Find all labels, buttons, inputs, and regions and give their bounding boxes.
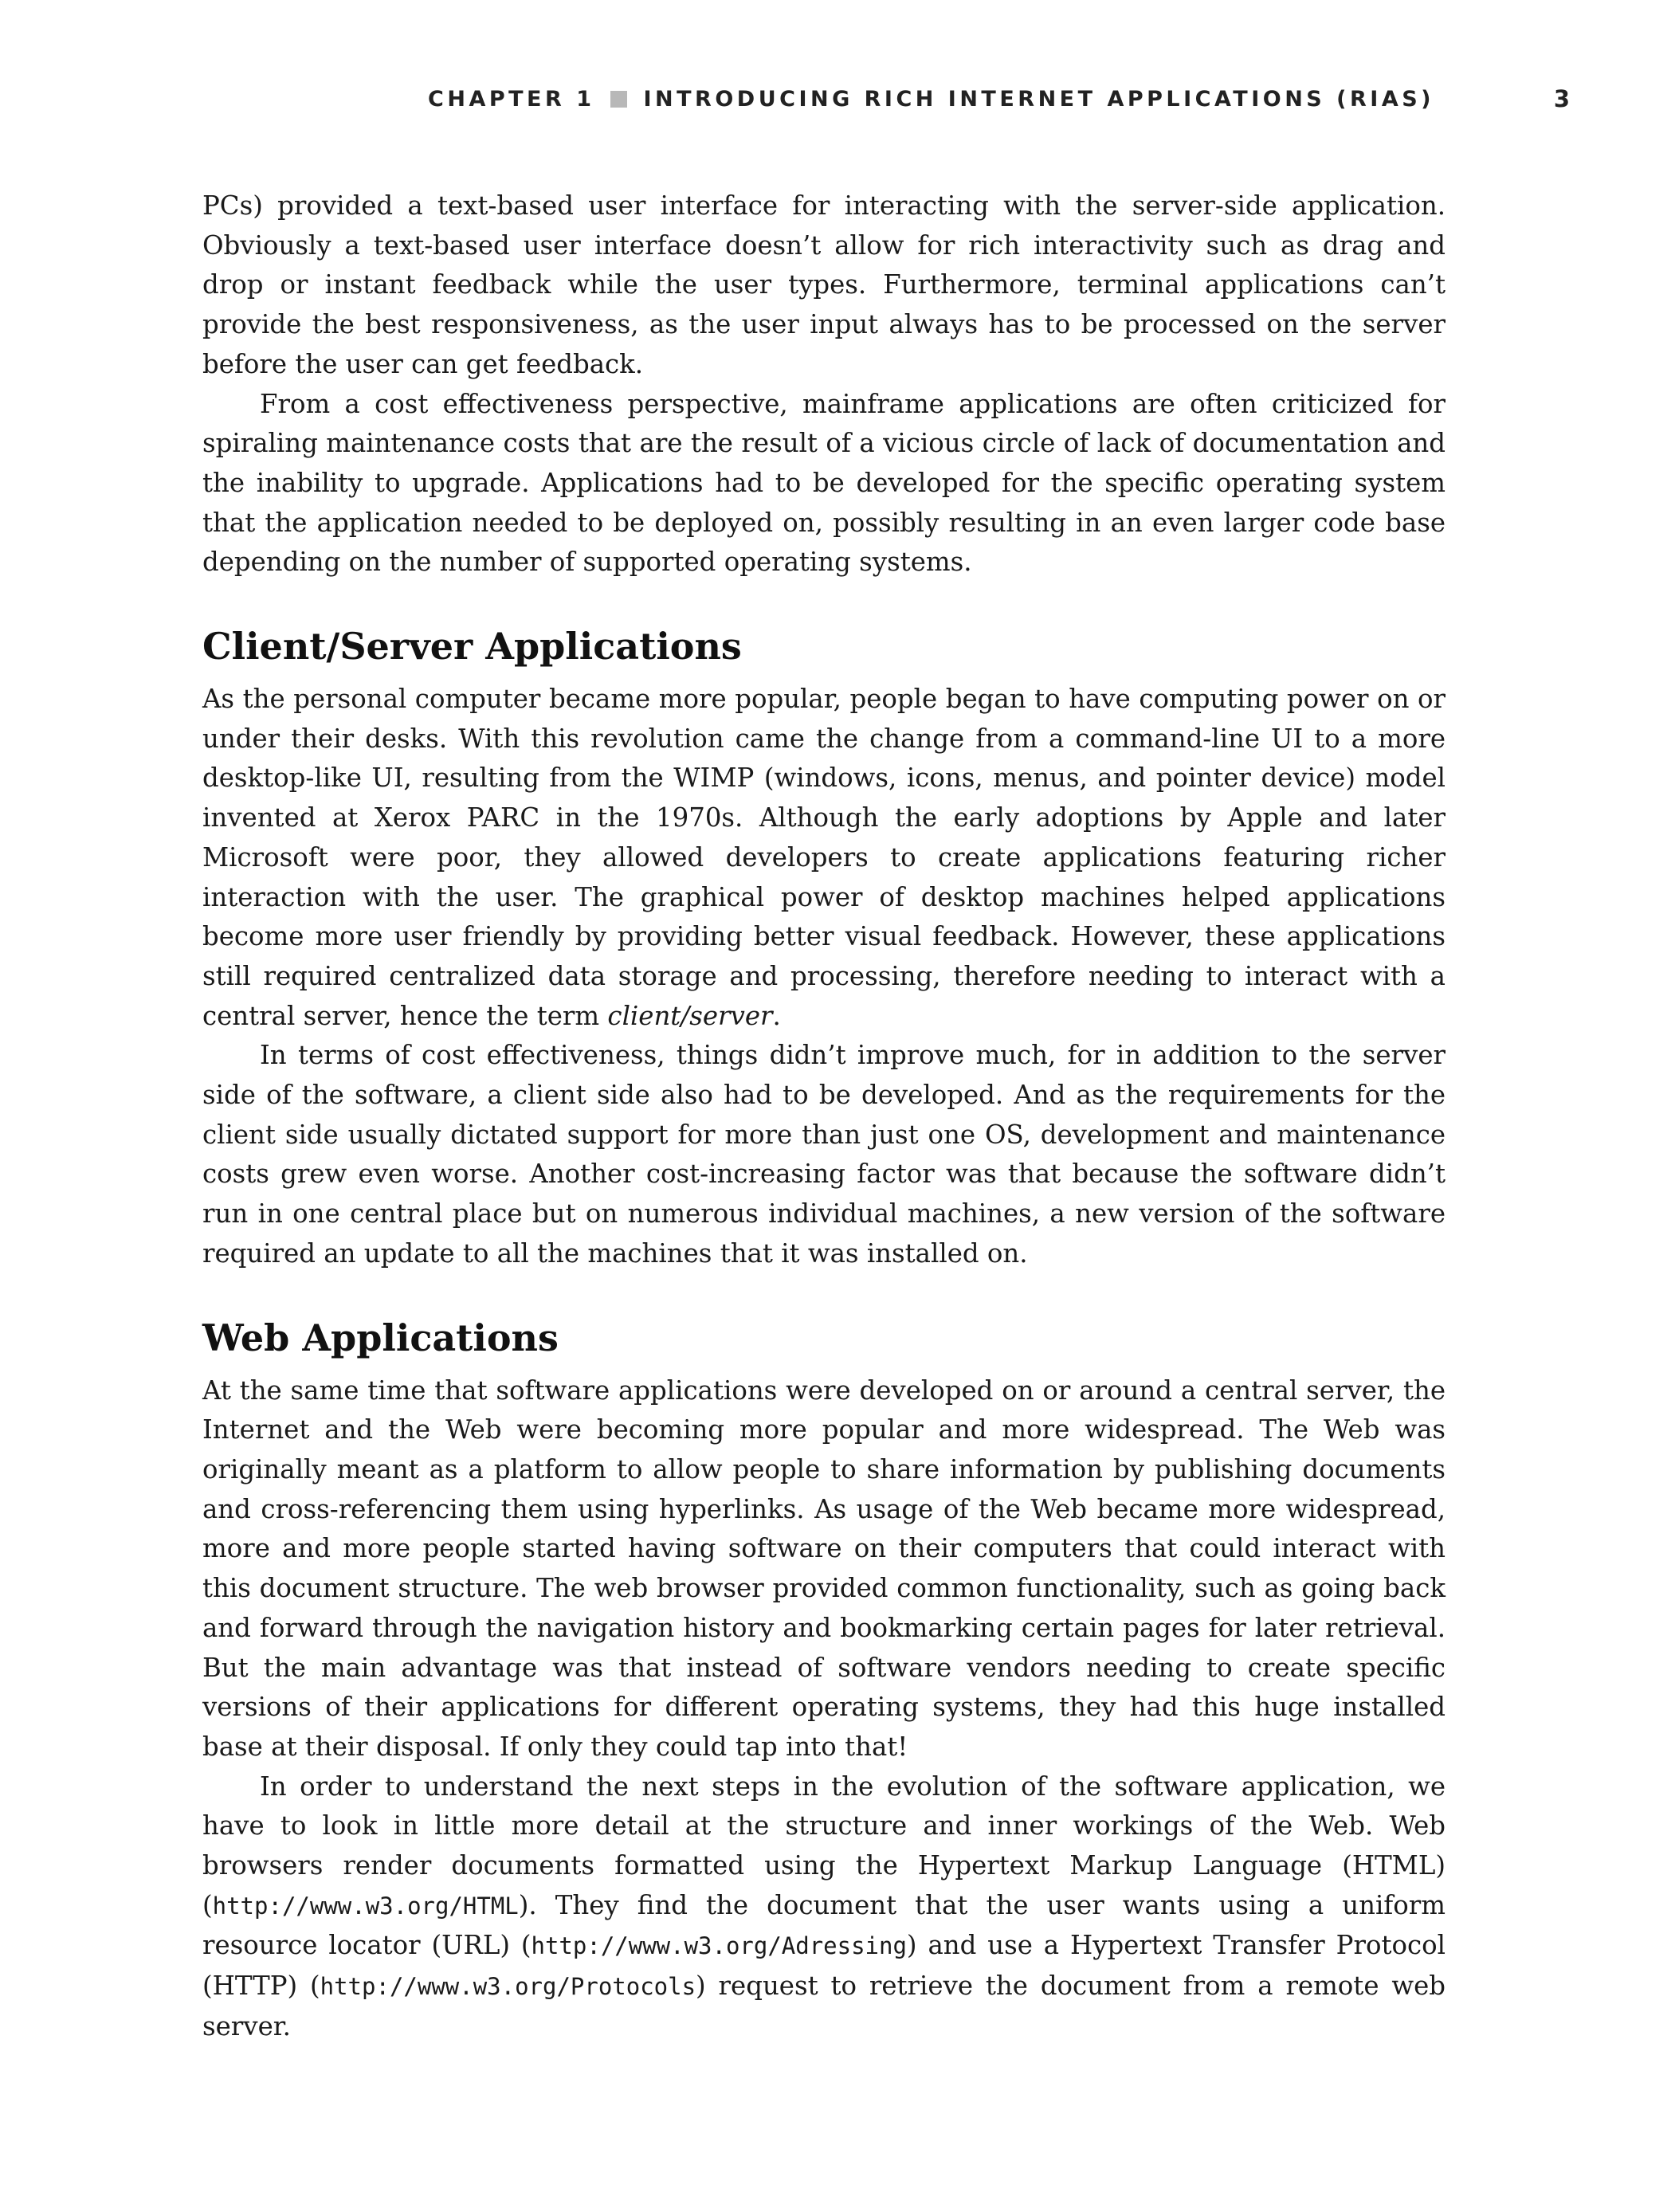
web-apps-paragraph-2: In order to understand the next steps in the evolution of the software application, we have to look in little more detail at the structure and inner workings of the Web. Web browsers render documents formatted using the Hypertext Markup Language (HTML) (http://www.w3.org/HTML). They find the document that the user wants using a uniform resource locator (URL) (http://www.w3.org/Adressing) and use a Hypertext Transfer Protocol (HTTP) (http://www.w3.org/Protocols) request to retrieve the document from a remote web server. bbox=[202, 1771, 1446, 2041]
url-html: http://www.w3.org/HTML bbox=[212, 1892, 519, 1920]
separator-square-icon bbox=[610, 91, 627, 108]
chapter-label: CHAPTER 1 bbox=[428, 86, 595, 112]
web-apps-paragraph-1: At the same time that software applications were developed on or around a central server, the Internet and the Web were becoming more popular and more widespread. The Web was originally meant as a platform to allow people to share information by publishing documents and cross-referencing them using hyperlinks. As usage of the Web became more widespread, more and more people started having software on their computers that could interact with this document structure. The web browser provided common functionality, such as going back and forward through the navigation history and bookmarking certain pages for later retrieval. But the main advantage was that instead of software vendors needing to create specific versions of their applications for different operating systems, they had this huge installed base at their disposal. If only they could tap into that! bbox=[202, 1375, 1446, 1762]
url-addressing: http://www.w3.org/Adressing bbox=[531, 1932, 907, 1960]
client-server-paragraph-1: As the personal computer became more popular, people began to have computing power on or under their desks. With this revolution came the change from a command-line UI to a more desktop-like UI, resulting from the WIMP (windows, icons, menus, and pointer device) model invented at Xerox PARC in the 1970s. Although the early adoptions by Apple and later Microsoft were poor, they allowed developers to create applications featuring richer interaction with the user. The graphical power of desktop machines helped applications become more user friendly by providing better visual feedback. However, these applications still required centralized data storage and processing, therefore needing to interact with a central server, hence the term client/server. bbox=[202, 684, 1446, 1031]
url-protocols: http://www.w3.org/Protocols bbox=[320, 1973, 696, 2001]
page-number: 3 bbox=[1553, 85, 1570, 112]
chapter-title: INTRODUCING RICH INTERNET APPLICATIONS (RIAS) bbox=[643, 86, 1434, 112]
section-heading-client-server: Client/Server Applications bbox=[202, 625, 742, 669]
running-head bbox=[202, 83, 1434, 115]
term-client-server: client/server bbox=[607, 1000, 773, 1031]
intro-paragraph-1: PCs) provided a text-based user interface for interacting with the server-side application. Obviously a text-based user interface doesn’t allow for rich interactivity such as drag and drop or instant feedback while the user types. Furthermore, terminal applications can’t provide the best responsiveness, as the user input always has to be processed on the server before the user can get feedback. bbox=[202, 190, 1446, 379]
intro-paragraph-2: From a cost effectiveness perspective, mainframe applications are often criticized for spiraling maintenance costs that are the result of a vicious circle of lack of documentation and the inability to upgrade. Applications had to be developed for the specific operating system that the application needed to be deployed on, possibly resulting in an even larger code base depending on the number of supported operating systems. bbox=[202, 388, 1446, 578]
client-server-paragraph-2: In terms of cost effectiveness, things didn’t improve much, for in addition to the server side of the software, a client side also had to be developed. And as the requirements for the client side usually dictated support for more than just one OS, development and maintenance costs grew even worse. Another cost-increasing factor was that because the software didn’t run in one central place but on numerous individual machines, a new version of the software required an update to all the machines that it was installed on. bbox=[202, 1040, 1446, 1269]
body-text bbox=[202, 186, 1446, 2047]
section-heading-web-applications: Web Applications bbox=[202, 1316, 559, 1359]
